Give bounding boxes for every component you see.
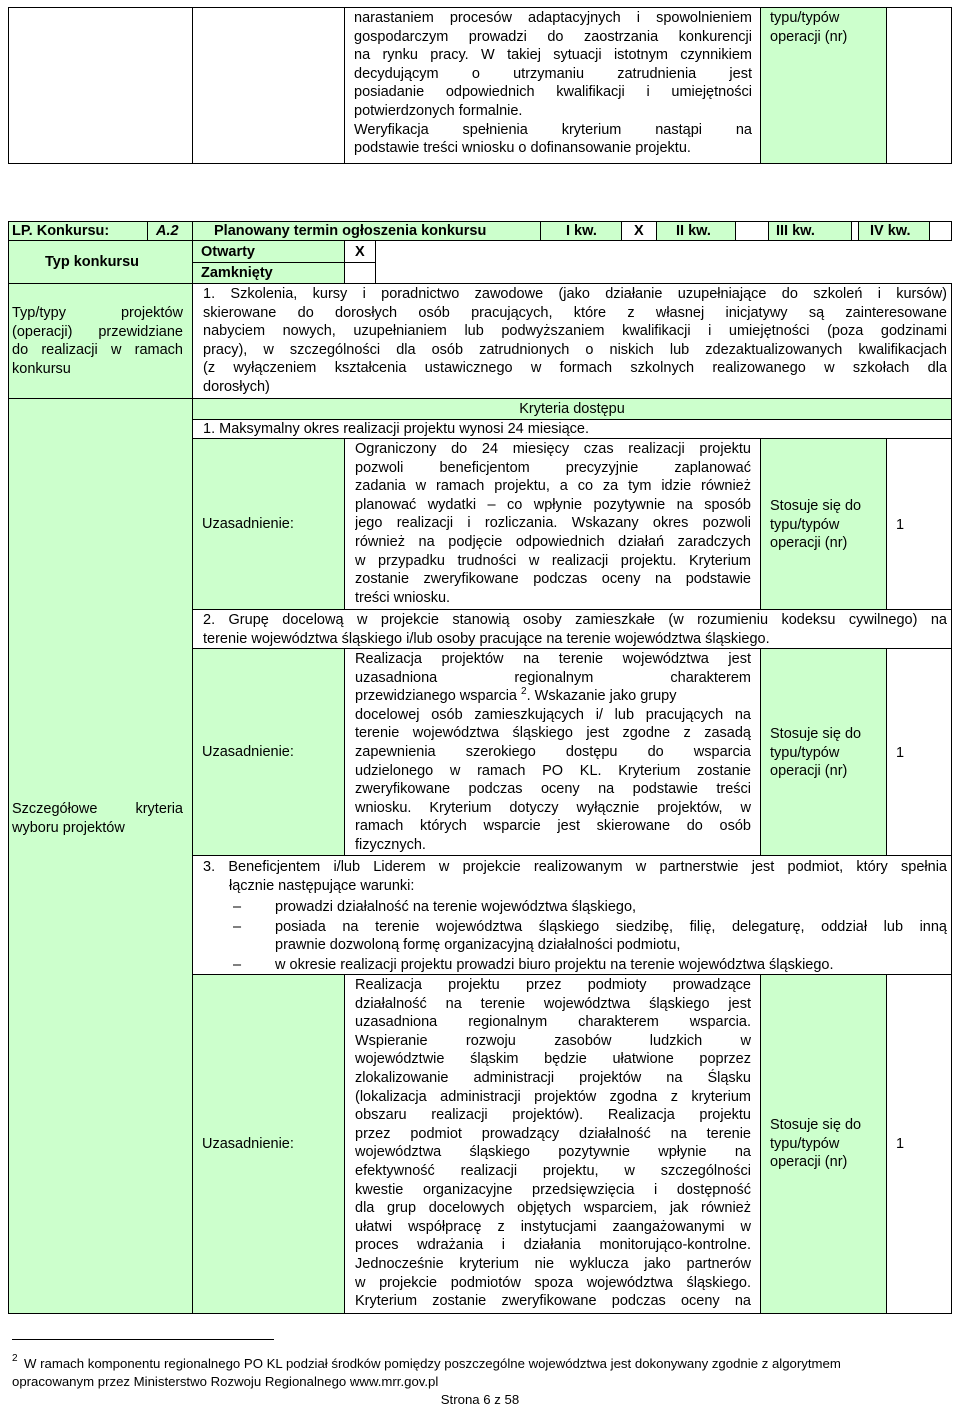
criterion-2-justification-text (355, 650, 751, 855)
criterion-3-justification-line: proces wdrażania i działania monitorująco-kontrolne. (355, 1237, 751, 1254)
dash-bullet: – (233, 918, 242, 935)
top-block-line: narastaniem procesów adaptacyjnych i spowolnieniem (354, 10, 752, 26)
project-types-text-line: pracy), w szczególności dla osób zatrudnionych o niskich lub zdezaktualizowanych kwalifikacjach (203, 341, 947, 358)
criterion-2-applies-text (770, 725, 884, 781)
criterion-2-justification-line: fizycznych. (355, 836, 426, 853)
top-block-line: potwierdzonych formalnie. (354, 102, 523, 119)
top-block-line: Weryfikacja spełnienia kryterium nastąpi na (354, 121, 752, 138)
top-block-middle-cell (192, 7, 345, 164)
criteria-label-line: Szczegółowe kryteria (12, 801, 183, 817)
c1-applies-line: typu/typów (770, 516, 840, 533)
criterion-2-justification-line: wniosku. Kryterium dotyczy wyłącznie projektów, w (355, 799, 751, 816)
footnote-line-1: W ramach komponentu regionalnego PO KL podział środków pomiędzy poszczególne województwa jest dokonywany zgodnie z algorytmem (24, 1356, 841, 1371)
criterion-2-justification-segment: przewidzianego wsparcia (355, 688, 522, 705)
q1-label: I kw. (566, 223, 597, 239)
criterion-3-justification-line: Kryterium zostanie zweryfikowane podczas oceny na (355, 1293, 751, 1310)
criteria-label-line: wyboru projektów (12, 819, 125, 836)
criterion-1-justification-line: również na podjęcie odpowiednich działań zaradczych (355, 533, 751, 550)
criterion-3-justification-line: (lokalizacja administracji projektów zgodna z kryterium (355, 1088, 751, 1105)
c2-applies-line: typu/typów (770, 744, 840, 761)
criterion-2-justification-line: zweryfikowane podczas oceny na podstawie treści (355, 781, 751, 798)
dash-bullet: – (233, 899, 242, 915)
top-block-value-cell (886, 7, 952, 164)
criterion-1-justification-line: zadania w ramach projektu, a co za tym idzie również (355, 478, 751, 495)
criteria-section-label (12, 800, 183, 837)
criterion-2-justification-line: Realizacja projektów na terenie województwa jest (355, 651, 751, 667)
criterion-3-title (203, 858, 947, 895)
project-types-label-line: konkursu (12, 360, 71, 377)
criterion-1-justification-line: treści wniosku. (355, 589, 451, 606)
top-block-applies-line: typu/typów (770, 10, 840, 26)
condition-text (275, 956, 947, 975)
open-mark: X (355, 244, 365, 260)
criterion-3-justification-line: Wspieranie rozwoju zasobów ludzkich w (355, 1032, 751, 1049)
criterion-3-justification-line: przez podmiot prowadzący działalność na terenie (355, 1125, 751, 1142)
open-label: Otwarty (201, 244, 255, 260)
criterion-1-justification-line: w przypadku trudności w realizacji projektu. Kryterium (355, 552, 751, 569)
q2-label: II kw. (676, 223, 711, 239)
c1-applies-line: Stosuje się do (770, 498, 862, 514)
page-number: Strona 6 z 58 (440, 1392, 520, 1407)
criterion-1-justification-label: Uzasadnienie: (202, 516, 294, 532)
criterion-3-justification-line: Realizacja projektu przez podmioty prowadzące (355, 977, 751, 993)
condition-text (275, 898, 947, 917)
criterion-2-justification-line: udzielonego w ramach PO KL. Kryterium zostanie (355, 762, 751, 779)
criterion-2-justification-line: uzasadniona regionalnym charakterem (355, 669, 751, 686)
condition-text-line: prawnie dozwoloną formę organizacyjną działalności podmiotu, (275, 937, 681, 954)
c3-applies-line: typu/typów (770, 1135, 840, 1152)
footnote-separator (12, 1339, 274, 1340)
criterion-3-justification-text (355, 976, 751, 1311)
c3-applies-line: operacji (nr) (770, 1154, 848, 1171)
lp-value: A.2 (156, 223, 179, 239)
criterion-3-conditions (203, 898, 947, 976)
condition-text-line: w okresie realizacji projektu prowadzi biuro projektu na terenie województwa śląskiego. (275, 956, 834, 973)
criterion-3-justification-line: w projekcie podmiotów spoza województwa śląskiego. (355, 1274, 751, 1291)
top-block-line: gospodarczym prowadzi do zaostrzania konkurencji (354, 28, 752, 45)
criterion-3-justification-line: Jednocześnie kryterium nie wyklucza jako partnerów (355, 1255, 751, 1272)
project-types-text-line: nabyciem nowych, uzupełnianiem lub podwyższaniem kwalifikacji i umiejętności (poza godzinami (203, 323, 947, 340)
criterion-3-justification-line: dla grup docelowych objętych wsparciem, jak również (355, 1200, 751, 1217)
c3-applies-line: Stosuje się do (770, 1117, 862, 1133)
criterion-1-title: 1. Maksymalny okres realizacji projektu wynosi 24 miesiące. (203, 421, 590, 437)
criterion-2-justification-line: terenie województwa śląskiego jest zgodne z zasadą (355, 725, 751, 742)
criterion-1-justification-line: pozwoli beneficjentom precyzyjnie zaplanować (355, 459, 751, 476)
criterion-1-justification-line: jego realizacji i rozliczania. Wskazany okres pozwoli (355, 515, 751, 532)
c1-applies-line: operacji (nr) (770, 535, 848, 552)
project-types-label-line: (operacji) przewidziane (12, 323, 183, 340)
closed-mark-cell (344, 262, 376, 284)
top-block-left-cell (8, 7, 193, 164)
criterion-2-justification-segment: . Wskazanie jako grupy (526, 688, 677, 705)
lp-label: LP. Konkursu: (12, 223, 110, 239)
planned-term-label: Planowany termin ogłoszenia konkursu (214, 223, 487, 239)
criterion-1-justification-text (355, 440, 751, 607)
criterion-3-justification-line: ułatwi współpracę z instytucjami zaangażowanymi w (355, 1218, 751, 1235)
criterion-2-value: 1 (896, 745, 905, 761)
footnote-reference[interactable]: 2 (521, 686, 527, 698)
top-block-line: na rynku pracy. W takiej sytuacji istotnym czynnikiem (354, 47, 752, 64)
top-block-applies-line: operacji (nr) (770, 28, 848, 45)
criterion-3-applies-text (770, 1116, 884, 1172)
condition-text-line: posiada na terenie województwa śląskiego siedzibę, filię, delegaturę, oddział lub inną (275, 918, 947, 935)
c2-applies-line: operacji (nr) (770, 763, 848, 780)
top-block-line: podstawie treści wniosku o dofinansowanie projektu. (354, 140, 691, 157)
top-block-line: decydującym o utrzymaniu zatrudnienia jest (354, 65, 752, 82)
project-types-label (12, 304, 183, 378)
criterion-3-value: 1 (896, 1136, 905, 1152)
criterion-3-justification-line: uzasadniona regionalnym charakterem wsparcia. (355, 1014, 751, 1031)
project-types-text-line: 1. Szkolenia, kursy i poradnictwo zawodowe (jako działanie uzupełniające do szkoleń i kursów) (203, 286, 947, 302)
c2-applies-line: Stosuje się do (770, 726, 862, 742)
criterion-2-title-line: terenie województwa śląskiego i/lub osoby pracujące na terenie województwa śląskiego. (203, 630, 770, 647)
criterion-3-justification-line: zlokalizowanie administracji projektów na Śląsku (355, 1069, 751, 1086)
criterion-3-justification-line: województwa śląskiego pozytywnie wpłynie na (355, 1144, 751, 1161)
criterion-2-justification-line: zapewnienia szerokiego dostępu do wsparcia (355, 743, 751, 760)
criterion-1-value: 1 (896, 517, 905, 533)
project-types-label-line: do realizacji w ramach (12, 342, 183, 359)
criterion-2-justification-line: docelowej osób zamieszkujących i/ lub pracujących na (355, 706, 751, 723)
q3-label: III kw. (776, 223, 815, 239)
project-types-text-line: (z wyłączeniem kształcenia ustawicznego w formach szkolnych realizowanego w szkołach dla (203, 360, 947, 377)
footnote-number: 2 (12, 1353, 18, 1364)
q4-mark-cell (929, 221, 952, 241)
project-types-text-line: dorosłych) (203, 378, 270, 395)
q2-mark-cell (735, 221, 769, 241)
access-heading: Kryteria dostępu (519, 401, 625, 417)
criterion-3-title-line: 3. Beneficjentem i/lub Liderem w projekcie realizowanym w partnerstwie jest podmiot, który spełnia (203, 859, 947, 875)
footnote-line-2: opracowanym przez Ministerstwo Rozwoju Regionalnego www.mrr.gov.pl (12, 1374, 439, 1389)
top-block-line: posiadanie odpowiednich kwalifikacji i umiejętności (354, 84, 752, 101)
condition-text-line: prowadzi działalność na terenie województwa śląskiego, (275, 899, 637, 915)
criterion-1-justification-line: Ograniczony do 24 miesięcy czas realizacji projektu (355, 441, 751, 457)
criterion-2-title (203, 611, 947, 648)
competition-type-label: Typ konkursu (45, 254, 139, 270)
criterion-2-title-line: 2. Grupę docelową w projekcie stanowią osoby zamieszkałe (w rozumieniu kodeksu cywilnego) na (203, 612, 947, 628)
condition-text (275, 918, 947, 955)
criteria-label-cell (8, 398, 193, 1314)
criterion-3-justification-line: kwestie organizacyjne przedsięwzięcia i dostępność (355, 1181, 751, 1198)
criterion-2-justification-line: ramach których wsparcie jest skierowane do osób (355, 818, 751, 835)
criterion-2-justification-label: Uzasadnienie: (202, 744, 294, 760)
criterion-3-justification-line: działalność na terenie województwa śląskiego jest (355, 995, 751, 1012)
criterion-1-justification-line: zostanie zweryfikowane podczas oceny na podstawie (355, 571, 751, 588)
project-types-label-line: Typ/typy projektów (12, 305, 183, 321)
top-block-text (354, 9, 752, 158)
project-types-text (203, 285, 947, 397)
dash-bullet: – (233, 956, 242, 973)
top-block-applies-text (770, 9, 880, 46)
criterion-1-justification-line: planować wydatki – co wpłynie pozytywnie na sposób (355, 496, 751, 513)
criterion-2-justification-line (355, 687, 751, 706)
criterion-3-justification-line: województwie śląskim będzie ułatwione poprzez (355, 1051, 751, 1068)
q4-label: IV kw. (870, 223, 911, 239)
q1-mark: X (634, 223, 644, 239)
criterion-3-justification-label: Uzasadnienie: (202, 1136, 294, 1152)
criterion-3-title-line: łącznie następujące warunki: (229, 877, 415, 894)
closed-label: Zamknięty (201, 265, 273, 281)
criterion-3-justification-line: efektywność realizacji projektu, w szczególności (355, 1162, 751, 1179)
criterion-1-applies-text (770, 497, 884, 553)
project-types-text-line: skierowane do dorosłych osób pracujących, które z własnej inicjatywy są zainteresowane (203, 304, 947, 321)
criterion-3-justification-line: obszaru realizacji projektów). Realizacja projektu (355, 1107, 751, 1124)
